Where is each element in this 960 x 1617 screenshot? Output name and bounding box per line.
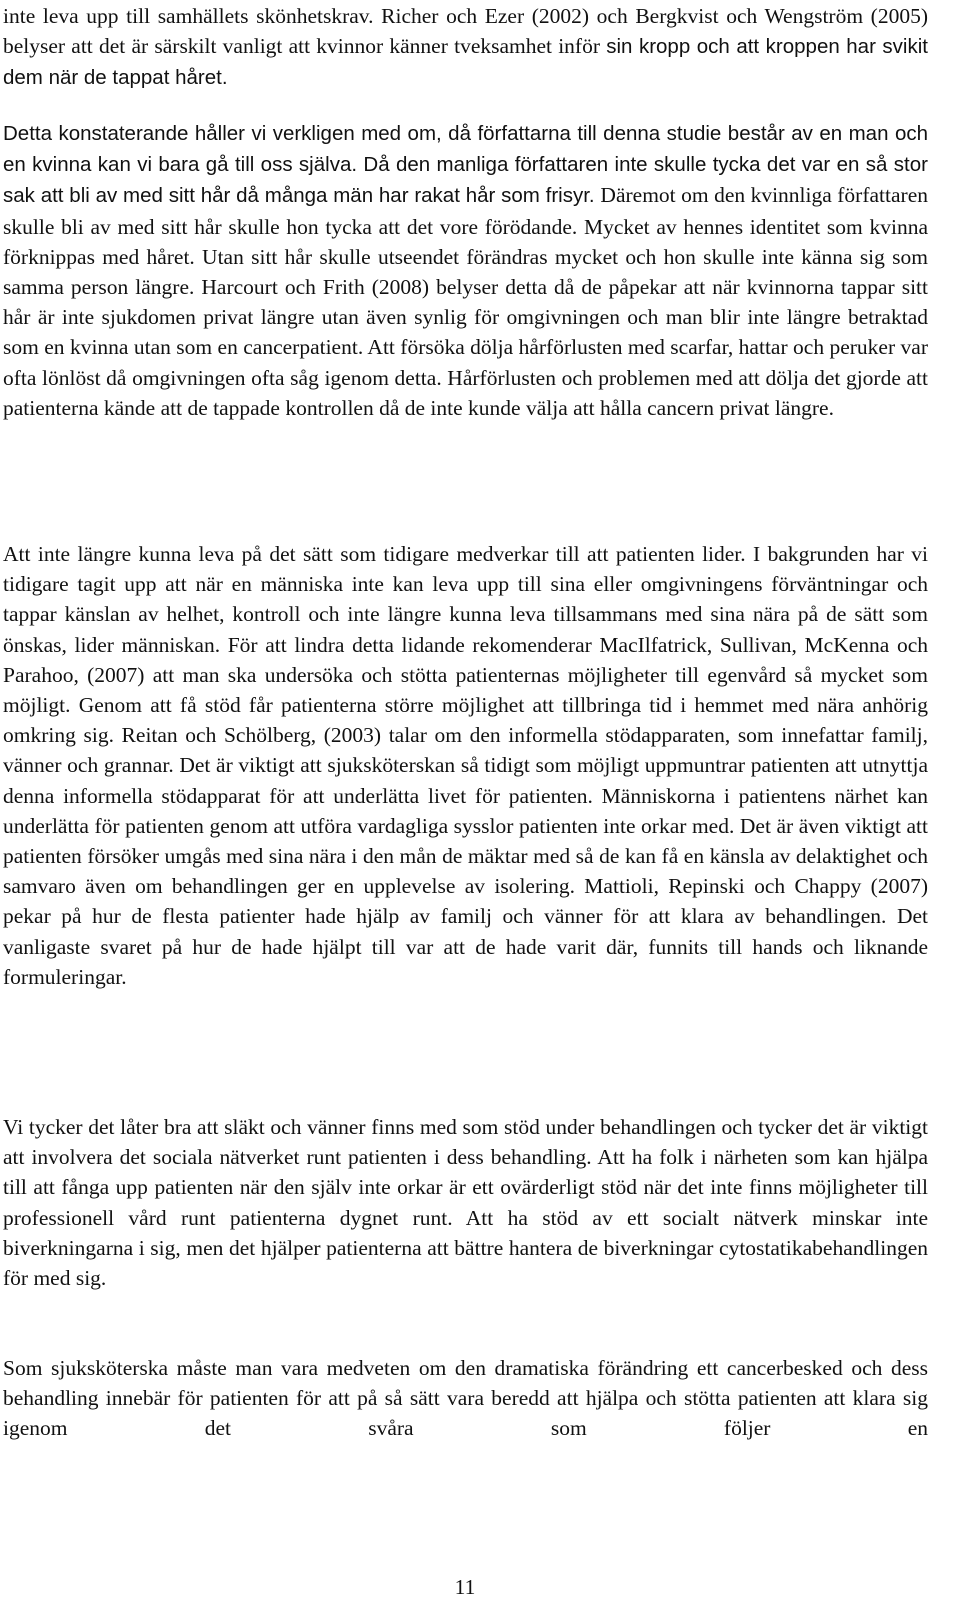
paragraph-2-text-b: Däremot om den kvinnliga författaren skulle bli av med sitt hår skulle hon tycka att det vore förödande. Mycket av hennes identitet som kvinna förknippas med håret. Utan sitt hår skulle utseendet förändras mycket och hon skulle inte känna sig som samma person längre. Harcourt och Frith (2008) belyser detta då de påpekar att när kvinnorna tappar sitt hår är inte sjukdomen privat längre utan även synlig för omgivningen och man blir inte längre betraktad som en kvinna utan som en cancerpatient. Att försöka dölja hårförlusten med scarfar, hattar och peruker var ofta lönlöst då omgivningen ofta såg igenom detta. Hårförlusten och problemen med att dölja det gjorde att patienterna kände att de tappade kontrollen då de inte kunde välja att hålla cancern privat längre.	[3, 183, 928, 420]
paragraph-2-text-a: Detta konstaterande håller vi verkligen med om, då författarna till denna studie består av en man och en kvinna kan vi bara gå till oss själva. Då den manliga författaren inte skulle tycka det var en så stor sak att bli av med sitt hår då många män har rakat hår som frisyr.	[3, 122, 928, 208]
paragraph-1-text-b: sin kropp och att kroppen har svikit dem när de tappat håret.	[3, 35, 928, 90]
paragraph-1-text-a: inte leva upp till samhällets skönhetskrav. Richer och Ezer (2002) och Bergkvist och Wengström (2005) belyser att det är särskilt vanligt att kvinnor känner tveksamhet inför	[3, 4, 928, 59]
paragraph-5-text: Som sjuksköterska måste man vara medveten om den dramatiska förändring ett cancerbesked och dess behandling innebär för patienten för att på så sätt vara beredd att hjälpa och stötta patienten att klara sig igenom det svåra som följer en	[3, 1356, 928, 1441]
paragraph-2	[3, 118, 928, 423]
paragraph-3-text: Att inte längre kunna leva på det sätt som tidigare medverkar till att patienten lider. I bakgrunden har vi tidigare tagit upp att när en människa inte kan leva upp till sina eller omgivningens förväntningar och tappar känslan av helhet, kontroll och inte längre kunna leva tillsammans med sina nära på de sätt som önskas, lider människan. För att lindra detta lidande rekomenderar MacIlfatrick, Sullivan, McKenna och Parahoo, (2007) att man ska undersöka och stötta patienternas möjligheter till egenvård så mycket som möjligt. Genom att få stöd får patienterna större möjlighet att tillbringa tid i hemmet med nära anhörig omkring sig. Reitan och Schölberg, (2003) talar om den informella stödapparaten, som innefattar familj, vänner och grannar. Det är viktigt att sjuksköterskan så tidigt som möjligt uppmuntrar patienten att utnyttja denna informella stödapparat för att underlätta livet för patienten. Människorna i patientens närhet kan underlätta för patienten genom att utföra vardagliga sysslor patienten inte orkar med. Det är även viktigt att patienten försöker umgås med sina nära i den mån de mäktar med så de kan få en känsla av delaktighet och samvaro även om behandlingen ger en upplevelse av isolering. Mattioli, Repinski och Chappy (2007) pekar på hur de flesta patienter hade hjälp av familj och vänner för att klara av behandlingen. Det vanligaste svaret på hur de hade hjälpt till var att de hade varit där, funnits till hands och liknande formuleringar.	[3, 542, 928, 989]
paragraph-5	[3, 1353, 928, 1444]
page-number: 11	[454, 1575, 476, 1599]
paragraph-1	[3, 1, 928, 94]
paragraph-3	[3, 539, 928, 992]
paragraph-4	[3, 1112, 928, 1293]
paragraph-4-text: Vi tycker det låter bra att släkt och vänner finns med som stöd under behandlingen och tycker det är viktigt att involvera det sociala nätverket runt patienten i dess behandling. Att ha folk i närheten som kan hjälpa till att fånga upp patienten när den själv inte orkar är ett ovärderligt stöd när det inte finns möjligheter till professionell vård runt patienterna dygnet runt. Att ha stöd av ett socialt nätverk minskar inte biverkningarna i sig, men det hjälper patienterna att bättre hantera de biverkningar cytostatikabehandlingen för med sig.	[3, 1115, 928, 1291]
